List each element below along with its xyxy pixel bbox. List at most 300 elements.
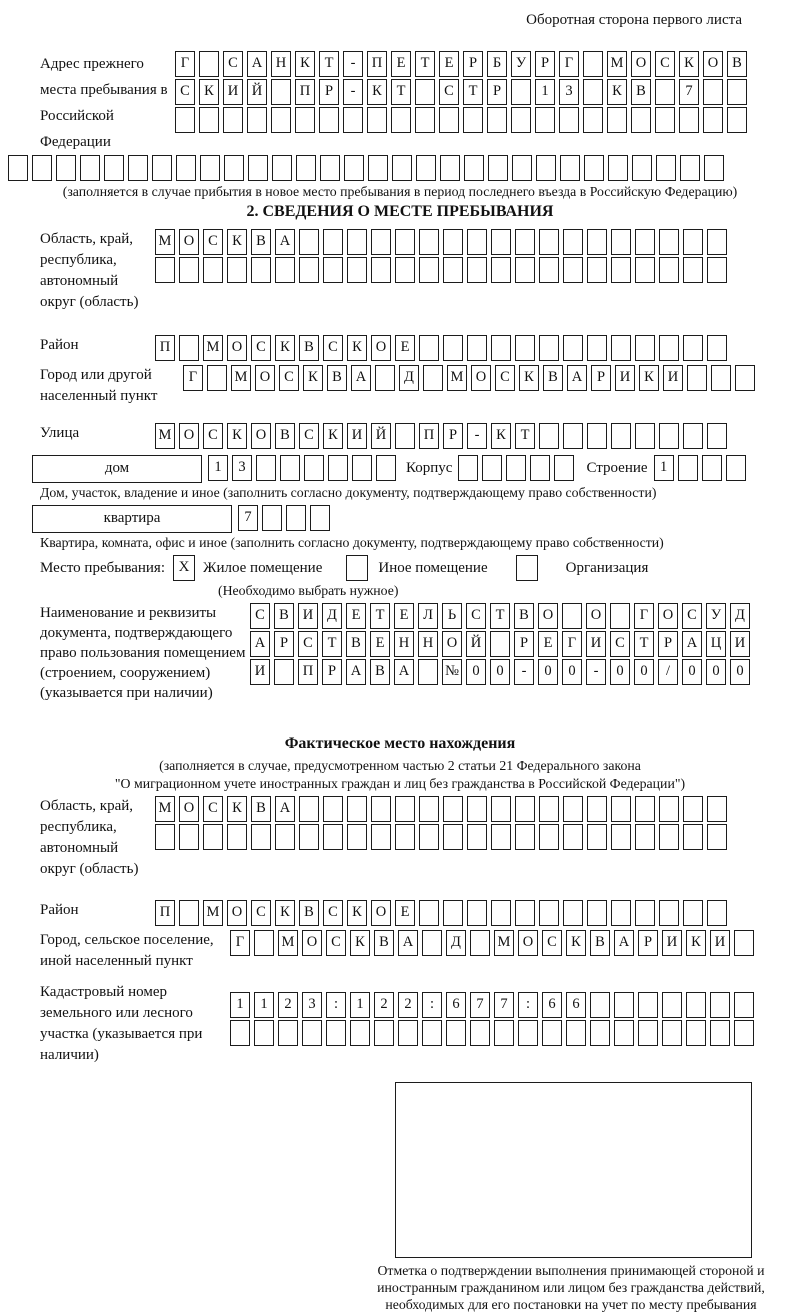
char-cell (344, 155, 364, 181)
char-cell (686, 1020, 706, 1046)
char-cell: И (662, 930, 682, 956)
prev-address-row-1[interactable] (175, 51, 751, 77)
char-cell (392, 155, 412, 181)
char-cell: В (346, 631, 366, 657)
char-cell: К (227, 423, 247, 449)
char-cell: Г (562, 631, 582, 657)
char-cell (583, 107, 603, 133)
char-cell (611, 824, 631, 850)
char-cell: К (350, 930, 370, 956)
char-cell (686, 992, 706, 1018)
char-cell (683, 423, 703, 449)
char-cell (104, 155, 124, 181)
char-cell: С (203, 796, 223, 822)
char-cell (491, 257, 511, 283)
region-block (8, 229, 792, 313)
char-cell (8, 155, 28, 181)
char-cell (683, 796, 703, 822)
actual-district-row[interactable] (155, 900, 731, 926)
char-cell: - (343, 79, 363, 105)
char-cell: К (639, 365, 659, 391)
char-cell: Г (634, 603, 654, 629)
apartment-row[interactable] (238, 505, 334, 531)
char-cell (515, 335, 535, 361)
document-label: Наименование и реквизиты документа, подтверждающего право пользования помещением (строением, сооружением) (указывается при наличии) (40, 605, 246, 701)
char-cell (491, 335, 511, 361)
stay-option-organization-checkbox[interactable] (516, 555, 538, 581)
char-cell (662, 1020, 682, 1046)
char-cell (319, 107, 339, 133)
char-cell: Р (274, 631, 294, 657)
char-cell: Р (463, 51, 483, 77)
city-block (8, 365, 792, 407)
char-cell (683, 824, 703, 850)
char-cell: В (374, 930, 394, 956)
char-cell (726, 455, 746, 481)
stay-type-note: (Необходимо выбрать нужное) (218, 583, 399, 598)
char-cell (707, 796, 727, 822)
char-cell: С (298, 631, 318, 657)
char-cell: Г (230, 930, 250, 956)
char-cell (323, 824, 343, 850)
char-cell: 2 (374, 992, 394, 1018)
char-cell: А (250, 631, 270, 657)
cadastre-row-1[interactable] (230, 992, 758, 1018)
char-cell: В (514, 603, 534, 629)
char-cell: А (567, 365, 587, 391)
char-cell (707, 257, 727, 283)
prev-address-row-3[interactable] (175, 107, 751, 133)
char-cell: К (491, 423, 511, 449)
korpus-label: Корпус (406, 460, 453, 476)
char-cell (563, 824, 583, 850)
char-cell (608, 155, 628, 181)
actual-region-row-1[interactable] (155, 796, 731, 822)
char-cell: С (610, 631, 630, 657)
char-cell (611, 229, 631, 255)
char-cell: Е (395, 900, 415, 926)
char-cell (659, 824, 679, 850)
char-cell: 6 (566, 992, 586, 1018)
char-cell (515, 229, 535, 255)
char-cell: К (227, 229, 247, 255)
char-cell (635, 257, 655, 283)
apartment-box: квартира (32, 505, 232, 533)
char-cell (415, 107, 435, 133)
char-cell: П (367, 51, 387, 77)
char-cell: В (543, 365, 563, 391)
char-cell: : (518, 992, 538, 1018)
char-cell (56, 155, 76, 181)
char-cell (635, 900, 655, 926)
char-cell: Д (446, 930, 466, 956)
city-row[interactable] (183, 365, 759, 391)
actual-district-block (8, 900, 792, 928)
document-cells (250, 603, 754, 687)
char-cell: К (519, 365, 539, 391)
char-cell (539, 824, 559, 850)
char-cell: С (326, 930, 346, 956)
char-cell (566, 1020, 586, 1046)
char-cell (179, 335, 199, 361)
char-cell (419, 229, 439, 255)
char-cell (727, 79, 747, 105)
char-cell (638, 1020, 658, 1046)
char-cell (299, 257, 319, 283)
char-cell (563, 229, 583, 255)
char-cell: М (231, 365, 251, 391)
char-cell: 7 (470, 992, 490, 1018)
char-cell (224, 155, 244, 181)
char-cell (491, 796, 511, 822)
char-cell: Е (346, 603, 366, 629)
char-cell (539, 335, 559, 361)
char-cell: Л (418, 603, 438, 629)
char-cell (703, 107, 723, 133)
char-cell (443, 824, 463, 850)
char-cell: - (343, 51, 363, 77)
char-cell: О (631, 51, 651, 77)
char-cell (678, 455, 698, 481)
actual-region-label: Область, край, республика, автономный округ (область) (40, 798, 139, 877)
char-cell (80, 155, 100, 181)
char-cell: С (495, 365, 515, 391)
char-cell (223, 107, 243, 133)
char-cell (251, 824, 271, 850)
char-cell: Р (319, 79, 339, 105)
char-cell (707, 335, 727, 361)
char-cell: И (223, 79, 243, 105)
char-cell (175, 107, 195, 133)
char-cell (254, 1020, 274, 1046)
char-cell: С (251, 900, 271, 926)
char-cell: И (347, 423, 367, 449)
char-cell: К (607, 79, 627, 105)
char-cell (563, 257, 583, 283)
char-cell (662, 992, 682, 1018)
char-cell (512, 155, 532, 181)
char-cell (207, 365, 227, 391)
char-cell (687, 365, 707, 391)
region-row-1[interactable] (155, 229, 731, 255)
char-cell (419, 824, 439, 850)
char-cell (299, 796, 319, 822)
char-cell (256, 455, 276, 481)
char-cell: Д (322, 603, 342, 629)
char-cell: О (302, 930, 322, 956)
char-cell (587, 423, 607, 449)
char-cell (683, 900, 703, 926)
char-cell: Т (634, 631, 654, 657)
document-row-1[interactable] (250, 603, 754, 629)
actual-region-row-2[interactable] (155, 824, 731, 850)
char-cell (419, 335, 439, 361)
char-cell: М (447, 365, 467, 391)
char-cell: Ь (442, 603, 462, 629)
stay-option-residential-checkbox[interactable]: X (173, 555, 195, 581)
char-cell: К (367, 79, 387, 105)
char-cell (439, 107, 459, 133)
house-number-row[interactable] (208, 455, 400, 481)
char-cell (199, 107, 219, 133)
char-cell (343, 107, 363, 133)
char-cell: В (299, 335, 319, 361)
char-cell (443, 335, 463, 361)
char-cell: Г (175, 51, 195, 77)
char-cell: 2 (398, 992, 418, 1018)
char-cell: 1 (230, 992, 250, 1018)
actual-location-title: Фактическое место нахождения (284, 735, 516, 752)
char-cell: С (251, 335, 271, 361)
char-cell: Р (443, 423, 463, 449)
cadastre-row-2[interactable] (230, 1020, 758, 1046)
char-cell: Т (515, 423, 535, 449)
char-cell (347, 824, 367, 850)
char-cell (199, 51, 219, 77)
char-cell: А (275, 229, 295, 255)
char-cell (539, 423, 559, 449)
char-cell (310, 505, 330, 531)
char-cell: 1 (535, 79, 555, 105)
char-cell: Е (391, 51, 411, 77)
char-cell: Б (487, 51, 507, 77)
char-cell: 1 (254, 992, 274, 1018)
char-cell: 0 (610, 659, 630, 685)
char-cell (320, 155, 340, 181)
char-cell (423, 365, 443, 391)
document-row-2[interactable] (250, 631, 754, 657)
char-cell: В (251, 796, 271, 822)
char-cell (271, 107, 291, 133)
char-cell (274, 659, 294, 685)
char-cell: Р (514, 631, 534, 657)
char-cell (611, 257, 631, 283)
char-cell (254, 930, 274, 956)
char-cell (262, 505, 282, 531)
char-cell: - (467, 423, 487, 449)
cadastre-block (8, 982, 792, 1066)
char-cell (467, 796, 487, 822)
char-cell: В (251, 229, 271, 255)
char-cell: 7 (238, 505, 258, 531)
char-cell (659, 796, 679, 822)
char-cell: Р (658, 631, 678, 657)
actual-city-row[interactable] (230, 930, 758, 956)
document-block (8, 603, 792, 703)
char-cell: 3 (232, 455, 252, 481)
char-cell (659, 335, 679, 361)
char-cell (295, 107, 315, 133)
char-cell: М (203, 335, 223, 361)
prev-address-row-4[interactable] (8, 155, 792, 181)
char-cell: М (494, 930, 514, 956)
char-cell: К (347, 335, 367, 361)
char-cell (375, 365, 395, 391)
char-cell: 3 (559, 79, 579, 105)
char-cell (464, 155, 484, 181)
char-cell: К (275, 900, 295, 926)
char-cell: С (203, 229, 223, 255)
char-cell: А (398, 930, 418, 956)
char-cell (583, 51, 603, 77)
char-cell: П (295, 79, 315, 105)
char-cell: О (518, 930, 538, 956)
char-cell (368, 155, 388, 181)
char-cell: К (566, 930, 586, 956)
char-cell: В (274, 603, 294, 629)
char-cell: О (179, 423, 199, 449)
char-cell (614, 1020, 634, 1046)
char-cell (659, 229, 679, 255)
char-cell (584, 155, 604, 181)
char-cell (446, 1020, 466, 1046)
char-cell (490, 631, 510, 657)
char-cell (32, 155, 52, 181)
char-cell: С (203, 423, 223, 449)
char-cell (562, 603, 582, 629)
char-cell: Н (418, 631, 438, 657)
char-cell: О (586, 603, 606, 629)
char-cell: С (466, 603, 486, 629)
region-row-2[interactable] (155, 257, 731, 283)
char-cell: О (442, 631, 462, 657)
char-cell (587, 257, 607, 283)
char-cell (395, 229, 415, 255)
char-cell: Е (538, 631, 558, 657)
char-cell (635, 796, 655, 822)
char-cell (491, 229, 511, 255)
char-cell: П (298, 659, 318, 685)
char-cell (635, 335, 655, 361)
char-cell (488, 155, 508, 181)
stroenie-row[interactable] (654, 455, 750, 481)
char-cell (707, 229, 727, 255)
char-cell: М (203, 900, 223, 926)
char-cell: С (439, 79, 459, 105)
char-cell (506, 455, 526, 481)
street-label: Улица (40, 425, 80, 441)
document-row-3[interactable] (250, 659, 754, 685)
char-cell (248, 155, 268, 181)
char-cell (491, 900, 511, 926)
char-cell (511, 107, 531, 133)
char-cell: П (155, 900, 175, 926)
char-cell (391, 107, 411, 133)
char-cell: М (155, 423, 175, 449)
char-cell (659, 257, 679, 283)
char-cell (491, 824, 511, 850)
cadastre-cells (230, 992, 758, 1048)
korpus-row[interactable] (458, 455, 578, 481)
char-cell: К (323, 423, 343, 449)
prev-address-row-2[interactable] (175, 79, 751, 105)
char-cell: К (679, 51, 699, 77)
char-cell (179, 900, 199, 926)
char-cell (554, 455, 574, 481)
char-cell (611, 423, 631, 449)
actual-district-label: Район (40, 902, 79, 918)
char-cell (419, 796, 439, 822)
char-cell (702, 455, 722, 481)
district-row[interactable] (155, 335, 731, 361)
char-cell (560, 155, 580, 181)
char-cell (587, 335, 607, 361)
char-cell (635, 229, 655, 255)
house-caption: Дом, участок, владение и иное (заполнить согласно документу, подтверждающему право собственности) (40, 485, 657, 500)
char-cell: Р (535, 51, 555, 77)
char-cell: С (223, 51, 243, 77)
char-cell (272, 155, 292, 181)
char-cell (683, 335, 703, 361)
char-cell: А (346, 659, 366, 685)
char-cell (371, 229, 391, 255)
char-cell (251, 257, 271, 283)
char-cell: Г (183, 365, 203, 391)
char-cell (518, 1020, 538, 1046)
char-cell: Т (370, 603, 390, 629)
char-cell (350, 1020, 370, 1046)
house-block (32, 455, 792, 483)
char-cell: В (275, 423, 295, 449)
char-cell (395, 423, 415, 449)
char-cell (395, 824, 415, 850)
char-cell (563, 335, 583, 361)
char-cell (203, 257, 223, 283)
char-cell: Й (371, 423, 391, 449)
char-cell (590, 992, 610, 1018)
char-cell (247, 107, 267, 133)
char-cell (659, 423, 679, 449)
char-cell: 6 (542, 992, 562, 1018)
char-cell: 0 (466, 659, 486, 685)
region-cells (155, 229, 731, 285)
char-cell (470, 1020, 490, 1046)
char-cell: О (703, 51, 723, 77)
char-cell (683, 257, 703, 283)
char-cell: Й (466, 631, 486, 657)
char-cell (458, 455, 478, 481)
char-cell: Д (730, 603, 750, 629)
cadastre-label: Кадастровый номер земельного или лесного участка (указывается при наличии) (40, 984, 203, 1063)
char-cell: И (710, 930, 730, 956)
char-cell: Т (322, 631, 342, 657)
char-cell (227, 257, 247, 283)
char-cell: М (155, 229, 175, 255)
char-cell (419, 257, 439, 283)
char-cell (280, 455, 300, 481)
street-row[interactable] (155, 423, 731, 449)
char-cell (304, 455, 324, 481)
actual-region-cells (155, 796, 731, 852)
char-cell: 3 (302, 992, 322, 1018)
char-cell: 0 (634, 659, 654, 685)
char-cell: Е (394, 603, 414, 629)
char-cell: А (614, 930, 634, 956)
char-cell (443, 796, 463, 822)
char-cell (638, 992, 658, 1018)
char-cell: А (394, 659, 414, 685)
char-cell (367, 107, 387, 133)
stay-option-residential-label: Жилое помещение (203, 560, 323, 576)
char-cell (610, 603, 630, 629)
char-cell: / (658, 659, 678, 685)
stay-option-other-checkbox[interactable] (346, 555, 368, 581)
actual-city-label: Город, сельское поселение, иной населенный пункт (40, 932, 214, 969)
char-cell (443, 257, 463, 283)
char-cell: И (663, 365, 683, 391)
char-cell (275, 824, 295, 850)
char-cell (704, 155, 724, 181)
